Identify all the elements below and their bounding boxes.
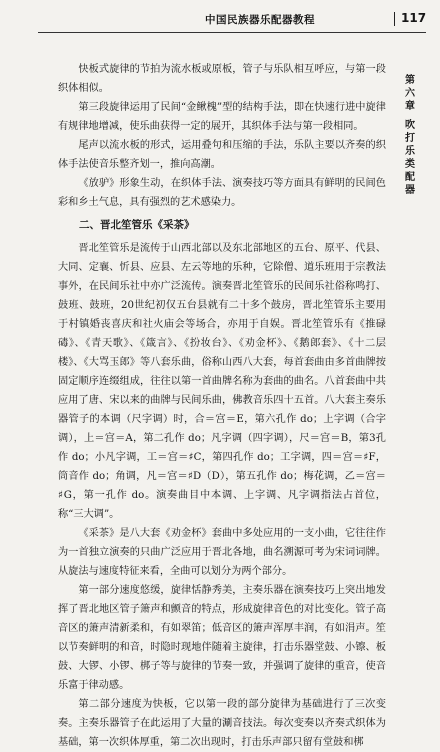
paragraph: 《放驴》形象生动，在织体手法、演奏技巧等方面具有鲜明的民间色彩和乡土气息，具有强烈的艺术感染力。: [58, 178, 386, 208]
paragraph: 尾声以流水板的形式，运用叠句和压缩的手法，乐队主要以齐奏的织体手法使音乐整齐划一，推向高潮。: [58, 140, 386, 170]
page-number: 117: [401, 11, 427, 25]
page-body: [58, 60, 386, 752]
section-heading: 二、晋北笙管乐《采茶》: [79, 219, 195, 231]
paragraph: 第三段旋律运用了民间“金鳅槐”型的结构手法，即在快速行进中旋律有规律地增减，使乐曲获得一定的展开，其织体手法与第一段相同。: [58, 102, 386, 132]
paragraph: 晋北笙管乐是流传于山西北部以及东北部地区的五台、原平、代县、大同、定襄、忻县、应县、左云等地的乐种，它除僧、道乐班用于宗教法事外，在民间乐社中亦广泛流传。演奏晋北笙管乐的民间乐社俗称鸣打、鼓班、鼓班，20世纪初仅五台县就有二十多个鼓房，晋北笙管乐主要用于村镇婚丧喜庆和社火庙会等场合，亦用于自娱。晋北笙管乐有《推碌碡》、《青天歌》、《箴言》、《扮妆台》、《劝金杯》、《鹅郎套》、《十二层楼》、《大骂玉郎》等八套乐曲，俗称山西八大套，每首套曲由多首曲牌按固定顺序连缀组成，往往以第一首曲牌名称为套曲的曲名。八首套曲中共应用了唐、宋以来的曲牌与民间乐曲，佛教音乐四十五首。八大套主奏乐器管子的本调（尺字调）时，合＝宫＝E，第六孔作 do；上字调（合字调），上＝宫＝A，第二孔作 do；凡字调（四字调），尺＝宫＝B，第3孔作 do；小凡字调，工＝宫＝♯C，第四孔作 do；工字调，四＝宫＝♯F，筒音作 do；角调，凡＝宫＝♯D（D），第五孔作 do；梅花调，乙＝宫＝♯G，第一孔作 do。演奏曲目中本调、上字调、凡字调指法占首位，称“三大调”。: [58, 243, 386, 520]
running-title: 中国民族器乐配器教程: [205, 14, 315, 26]
header-rule: [38, 32, 426, 33]
header-divider: [394, 12, 395, 26]
paragraph: 第一部分速度悠缓，旋律恬静秀美，主奏乐器在演奏技巧上突出地发挥了晋北地区管子箫声和颤音的特点，形成旋律音色的对比变化。管子高音区的箫声清新柔和，有如翠笛；低音区的箫声浑厚丰润，有如涓声。笙以节奏鲜明的和音，时隐时现地伴随着主旋律，打击乐器堂鼓、小镲、板鼓、大锣、小锣、梆子等与旋律的节奏一致，并强调了旋律的重音，使音乐富于律动感。: [58, 585, 386, 691]
side-tab-topic: 吹打乐类配器: [405, 120, 415, 196]
paragraph: 快板式旋律的节拍为流水板或原板，管子与乐队相互呼应，与第一段织体相似。: [58, 64, 386, 94]
side-tab-chapter: 第六章: [405, 75, 415, 112]
paragraph: 第二部分速度为快板，它以第一段的部分旋律为基础进行了三次变奏。主奏乐器管子在此运用了大量的涮音技法。每次变奏以齐奏式织体为基础，第一次织体厚重，第二次出现时，打击乐声部只留有堂鼓和梆: [58, 699, 386, 748]
chapter-side-tab: [396, 74, 424, 197]
running-header: [0, 8, 440, 32]
paragraph: 《采茶》是八大套《劝金杯》套曲中多处应用的一支小曲，它往往作为一首独立演奏的只曲广泛应用于晋北各地，曲名溯源可考为宋词词牌。从旋法与速度特征来看，全曲可以划分为两个部分。: [58, 528, 386, 577]
